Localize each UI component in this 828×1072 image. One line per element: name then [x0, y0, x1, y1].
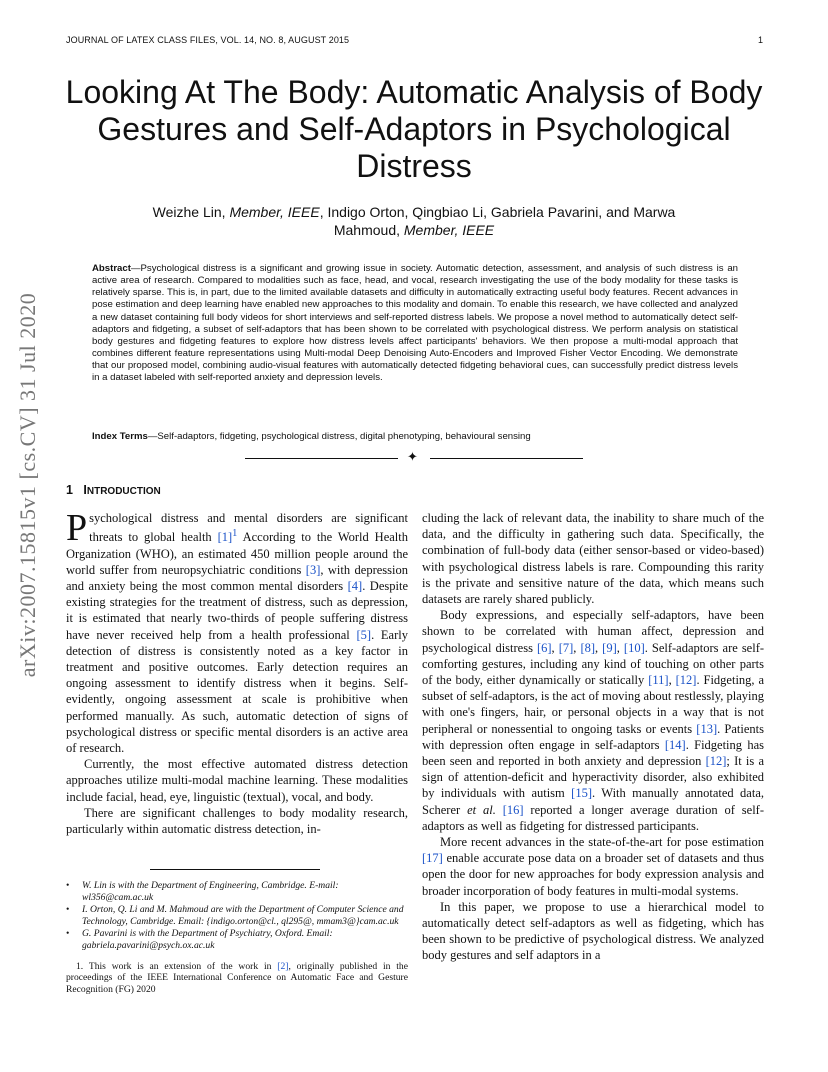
paragraph-text: According to the World Health Organization (WHO), an estimated 450 million people around the world suffer from neuropsychiatric conditions: [66, 530, 408, 577]
index-terms-text: —Self-adaptors, fidgeting, psychological distress, digital phenotyping, behavioural sensing: [147, 431, 531, 442]
paragraph-text: , with depression and anxiety being the most common mental disorders: [66, 562, 408, 593]
citation-link[interactable]: [15]: [571, 786, 592, 801]
paragraph-text: . Fidgeting has been seen and reported in both anxiety and depression: [422, 737, 764, 769]
footnote-link[interactable]: 1: [232, 528, 238, 540]
paragraph: Currently, the most effective automated distress detection approaches utilize multi-modal machine learning. These modalities include facial, head, eye, linguistic (textual), vocal, and body.: [66, 757, 408, 804]
citation-link[interactable]: [10]: [623, 640, 645, 655]
section-title-initial: I: [83, 483, 87, 497]
abstract-label: Abstract: [92, 263, 131, 274]
paragraph-text: More recent advances in the state-of-the-art for pose estimation: [440, 835, 764, 850]
index-terms: [92, 431, 738, 443]
paragraph-text: Body expressions, and especially self-adaptors, have been shown to be correlated with human affect, depression and psychological distress: [422, 608, 764, 655]
arxiv-stamp: [12, 292, 44, 678]
bullet-icon: •: [66, 928, 70, 940]
affiliation-note: [66, 880, 408, 903]
citation-link[interactable]: [13]: [696, 721, 718, 736]
paragraph-text: . Self-adaptors are self-comforting gestures, including any kind of touching on other parts of the body, either dynamically or statically: [422, 640, 765, 688]
right-column: [422, 510, 764, 964]
citation-link[interactable]: [12]: [675, 673, 697, 688]
author-role: Member, IEEE: [229, 204, 320, 220]
paper-title: Looking At The Body: Automatic Analysis of Body Gestures and Self-Adaptors in Psychological Distress: [65, 74, 763, 184]
section-number: 1: [66, 483, 73, 497]
affiliation-note: [66, 928, 408, 951]
citation-link[interactable]: [17]: [422, 851, 443, 866]
citation-link[interactable]: [3]: [305, 562, 321, 577]
citation-link[interactable]: [1]: [217, 530, 233, 545]
paragraph: cluding the lack of relevant data, the inability to share much of the data, and the difficulty in gathering such data. Specifically, the combination of full-body data (either sensor-based or video-based) with psychological distress labels is rare. Compounding this rarity is the private and sensitive nature of the data, which means such datasets are rarely shared publicly.: [422, 511, 764, 607]
et-al: et al.: [467, 802, 496, 817]
paragraph: [66, 507, 408, 756]
bullet-icon: •: [66, 904, 70, 916]
drop-cap: P: [66, 507, 88, 549]
left-column: [66, 507, 408, 837]
paragraph-text: . Despite existing strategies for the treatment of distress, such as depression, it is estimated that nearly two-thirds of people suffering distress have never received help from a health professional: [66, 578, 408, 642]
affiliation-text: I. Orton, Q. Li and M. Mahmoud are with the Department of Computer Science and Technology, Cambridge. Email: {indigo.orton@cl., ql295@, mmam3@}cam.ac.uk: [82, 904, 404, 927]
affiliation-text: W. Lin is with the Department of Engineering, Cambridge. E-mail: wl356@cam.ac.uk: [82, 880, 339, 903]
paragraph-text: . With manually annotated data, Scherer: [422, 786, 764, 817]
extension-footnote: [66, 961, 408, 996]
author-line-1: [110, 203, 718, 221]
paragraph-text: . Patients with depression often engage in self-adaptors: [422, 721, 764, 752]
citation-link[interactable]: [8]: [580, 640, 596, 655]
paragraph-text: reported a longer average duration of self-adaptors as well as fidgeting for distressed participants.: [422, 802, 765, 833]
section-title-rest: NTRODUCTION: [86, 486, 161, 497]
citation-link[interactable]: [12]: [705, 754, 727, 769]
paragraph: In this paper, we propose to use a hierarchical model to automatically detect self-adaptors as well as fidgeting, which has been shown to be predictive of psychological distress. We analyzed body gestures and self adaptors in a: [422, 899, 764, 963]
abstract: [92, 263, 738, 385]
affiliation-text: G. Pavarini is with the Department of Psychiatry, Oxford. Email: gabriela.pavarini@psych.ox.ac.uk: [82, 928, 333, 951]
citation-link[interactable]: [11]: [648, 673, 669, 688]
citation-link[interactable]: [7]: [558, 640, 574, 655]
footnote-text: , originally published in the proceedings of the IEEE International Conference on Automatic Face and Gesture Recognition (FG) 2020: [66, 960, 408, 995]
author-line-2: [110, 221, 718, 239]
arxiv-stamp-text: arXiv:2007.15815v1 [cs.CV] 31 Jul 2020: [15, 292, 40, 678]
paragraph-text: ; It is a sign of attention-deficit and hyperactivity disorder, also exhibited by individuals with autism: [422, 754, 764, 801]
author-names: , Indigo Orton, Qingbiao Li, Gabriela Pavarini, and Marwa: [319, 204, 676, 220]
page-number: 1: [758, 35, 764, 45]
citation-link[interactable]: [4]: [347, 578, 363, 593]
paragraph: Body expressions, and especially self-adaptors, have been shown to be correlated with human affect, depression and psychological distress [6], [7], [8], [9], [10]. Self-adaptors are self-comforting gestures, including any kind of touching on other parts of the body, either dynamically or statically [11], [12]. Fidgeting, a subset of self-adaptors, is the act of moving about restlessly, playing with one's fingers, hair, or personal objects in a way that is not peripheral or nonessential to ongoing tasks or events [13]. Patients with depression often engage in self-adaptors [14]. Fidgeting has been seen and reported in both anxiety and depression [12]; It is a sign of attention-deficit and hyperactivity disorder, also exhibited by individuals with autism [15]. With manually annotated data, Scherer et al. [16] reported a longer average duration of self-adaptors as well as fidgeting for distressed participants.: [422, 608, 765, 833]
abstract-text: —Psychological distress is a significant and growing issue in society. Automatic detection, assessment, and analysis of such distress is an active area of research. Compared to modalities such as face, head, and vocal, research investigating the use of the body modality for these tasks is relatively sparse. This is, in part, due to the limited available datasets and difficulty in automatically extracting useful body features. Recent advances in pose estimation and deep learning have enabled new approaches to this modality and domain. To enable this research, we have collected and analyzed a new dataset containing full body videos for short interviews and self-reported distress labels. We propose a novel method to automatically detect self-adaptors and fidgeting, a subset of self-adaptors that has been shown to be correlated with psychological distress. We perform analysis on statistical body gestures and fidgeting features to explore how distress levels affect participants' behaviors. We then propose a multi-modal approach that combines different feature representations using Multi-modal Deep Denoising Auto-Encoders and Improved Fisher Vector Encoding. We demonstrate that our proposed model, combining audio-visual features with automatically detected fidgeting behavioral cues, can successfully predict distress levels in a dataset labeled with self-reported anxiety and depression levels.: [92, 263, 738, 384]
citation-link[interactable]: [6]: [536, 640, 552, 655]
citation-link[interactable]: [9]: [602, 640, 617, 655]
citation-link[interactable]: [5]: [356, 627, 372, 642]
footnote-rule: [150, 869, 320, 870]
paragraph-text: sychological distress and mental disorders are significant threats to global health: [89, 511, 408, 545]
section-heading: [66, 483, 161, 497]
author-name: Weizhe Lin,: [152, 204, 230, 220]
author-list: [110, 203, 718, 239]
running-head: JOURNAL OF LATEX CLASS FILES, VOL. 14, NO. 8, AUGUST 2015: [66, 35, 350, 45]
author-role: Member, IEEE: [403, 222, 495, 238]
index-terms-label: Index Terms: [92, 431, 148, 442]
author-name: Mahmoud,: [333, 222, 404, 238]
paragraph: There are significant challenges to body modality research, particularly within automatic distress detection, in-: [66, 805, 408, 837]
affiliation-note: [66, 904, 408, 927]
bullet-icon: •: [66, 880, 70, 891]
paragraph-text: . Fidgeting, a subset of self-adaptors, is the act of moving about restlessly, playing with one's fingers, hair, or personal objects in a way that is not peripheral or nonessential to ongoing tasks or events: [422, 673, 765, 736]
divider-diamond-icon: ✦: [407, 449, 418, 464]
paragraph: [422, 834, 764, 899]
citation-link[interactable]: [14]: [664, 737, 686, 752]
citation-link[interactable]: [16]: [502, 802, 524, 817]
footnotes: [66, 880, 408, 995]
paragraph-text: enable accurate pose data on a broader set of datasets and thus open the door for new approaches for body expression analysis and broader incorporation of body features in multi-modal systems.: [422, 851, 764, 898]
divider-rule-right: [430, 458, 583, 459]
paragraph-text: . Early detection of distress is consistently noted as a key factor in treatment and positive outcomes. Early detection requires an ongoing assessment to identify distress when it begins. Self-evidently, ongoing assessment at scale is prohibitive when performed manually. As such, automatic detection of signs of psychological distress or specific mental disorders is an active area of research.: [66, 627, 408, 755]
footnote-text: 1. This work is an extension of the work in: [76, 960, 278, 972]
divider-rule-left: [245, 458, 398, 459]
citation-link[interactable]: [2]: [277, 960, 289, 972]
